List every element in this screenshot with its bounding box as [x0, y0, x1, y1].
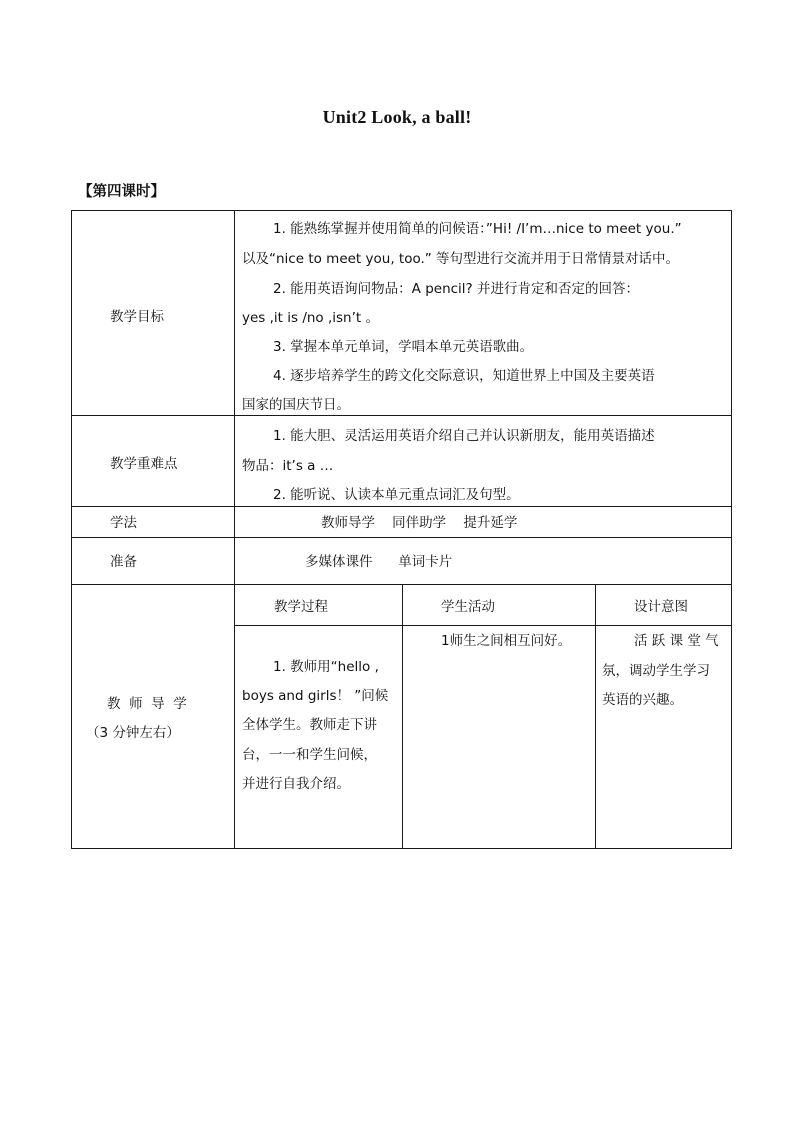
goals-line: 2. 能用英语询问物品：A pencil? 并进行肯定和否定的回答： — [273, 281, 640, 297]
preparation-label: 准备 — [110, 554, 137, 570]
lesson-label: 【第四课时】 — [78, 184, 165, 200]
process-line: 全体学生。教师走下讲 — [242, 717, 377, 733]
table-subrow-divider — [234, 625, 732, 626]
table-label-divider — [234, 210, 235, 849]
table-column-divider — [595, 584, 596, 849]
goals-line: 3. 掌握本单元单词，学唱本单元英语歌曲。 — [273, 339, 534, 355]
document-title: Unit2 Look, a ball! — [322, 107, 472, 127]
table-column-divider — [402, 584, 403, 849]
guidance-label: 教 师 导 学 — [107, 696, 187, 712]
table-border-left — [71, 210, 72, 849]
preparation-value: 多媒体课件 单词卡片 — [305, 554, 453, 570]
goals-line: 国家的国庆节日。 — [242, 397, 350, 413]
goals-line: 以及“nice to meet you, too.” 等句型进行交流并用于日常情景对话中。 — [242, 251, 680, 267]
goals-line: 1. 能熟练掌握并使用简单的问候语：”Hi! /I’m…nice to meet you.” — [273, 221, 682, 237]
intent-line: 氛，调动学生学习 — [602, 663, 710, 679]
goals-label: 教学目标 — [110, 309, 164, 325]
method-value: 教师导学 同伴助学 提升延学 — [321, 515, 518, 531]
process-line: 1. 教师用“hello , — [273, 659, 379, 675]
header-process: 教学过程 — [274, 599, 328, 615]
header-activity: 学生活动 — [441, 599, 495, 615]
process-line: boys and girls！ ”问候 — [242, 688, 389, 704]
process-line: 并进行自我介绍。 — [242, 776, 350, 792]
process-line: 台，一一和学生问候， — [242, 747, 377, 763]
key-points-line: 2. 能听说、认读本单元重点词汇及句型。 — [273, 487, 520, 503]
table-row-divider — [71, 415, 732, 416]
intent-line: 英语的兴趣。 — [602, 692, 683, 708]
activity-line: 1师生之间相互问好。 — [441, 633, 572, 649]
intent-line: 活 跃 课 堂 气 — [634, 633, 719, 649]
goals-line: 4. 逐步培养学生的跨文化交际意识，知道世界上中国及主要英语 — [273, 368, 655, 384]
key-points-line: 1. 能大胆、灵活运用英语介绍自己并认识新朋友，能用英语描述 — [273, 428, 655, 444]
guidance-duration: （3 分钟左右） — [86, 725, 180, 741]
method-label: 学法 — [110, 515, 137, 531]
table-border-right — [731, 210, 732, 849]
key-points-label: 教学重难点 — [110, 456, 178, 472]
key-points-line: 物品：it’s a … — [242, 458, 334, 474]
table-border-top — [71, 210, 732, 211]
goals-line: yes ,it is /no ,isn’t 。 — [242, 310, 379, 326]
header-intent: 设计意图 — [634, 599, 688, 615]
